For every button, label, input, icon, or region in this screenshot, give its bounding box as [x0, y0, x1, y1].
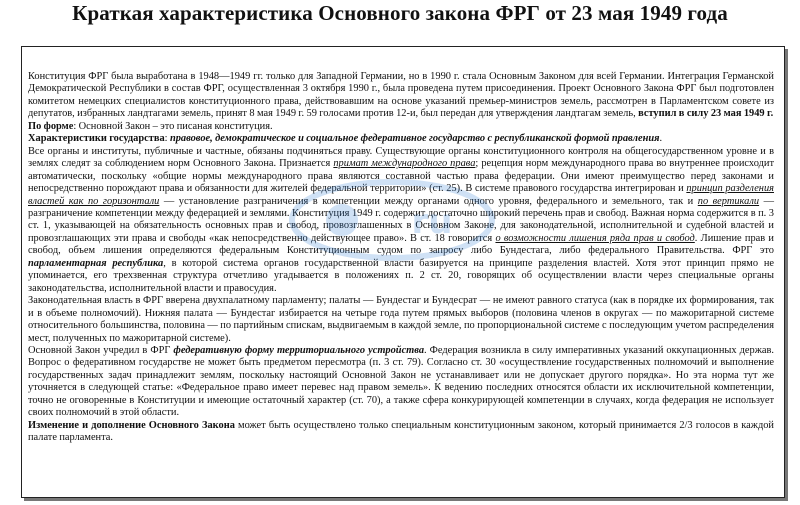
form-text: : Основной Закон – это писаная конституция. [73, 120, 273, 132]
paragraph-characteristics [28, 133, 774, 145]
federalism-text-1: Основной Закон учредил в ФРГ [28, 344, 174, 356]
rule-of-law-text-3: — установление разграничения в компетенции между органами одного уровня, федерального и земельного, так и [159, 195, 698, 207]
page-title: Краткая характеристика Основного закона ФРГ от 23 мая 1949 года [72, 1, 728, 25]
paragraph-origin [28, 71, 774, 121]
paragraph-amendment [28, 420, 774, 445]
rule-of-law-text-1: Все органы и институты, публичные и частные, обязаны подчиняться праву. Существующие органы конституционного контроля на общегосударственном уровне и в землях следят за соблюдением норм Основного Закона. Признается [28, 145, 774, 170]
separation-vertical: по вертикали [697, 195, 760, 207]
paragraph-rule-of-law [28, 146, 774, 295]
characteristics-heading: Характеристики государства [28, 133, 165, 145]
rule-of-law-text-6: , в которой система органов государственной власти базируется на принципе разделения властей. Хотя этот принцип прямо не упоминается, его трехзвенная структура отчетливо угадывается в положениях п. 2 ст. 20, говорящих об осуществлении власти через специальные органы законодательства, исполнительной власти и правосудия. [28, 257, 774, 294]
paragraph-federalism [28, 345, 774, 420]
rule-of-law-text-4: — разграничение компетенции между федерацией и землями. Конституция 1949 г. содержит достаточно широкий перечень прав и свобод. Важная норма содержится в п. 3 ст. 1, указывающей на обязательность основных прав и свобод, провозглашенных в Основном Законе, для законодательной, исполнительной и судебной властей и провозглашающих эти права и свободы «как непосредственно действующее право». В ст. 18 говорится [28, 195, 774, 244]
form-heading: По форме [28, 120, 74, 132]
paragraph-form [28, 121, 774, 133]
parliamentary-republic: парламентарная республика [28, 257, 164, 269]
separation-horizontal: принцип разделения властей как по горизонтали [28, 183, 774, 207]
characteristics-colon: : [164, 133, 170, 145]
origin-text: Конституция ФРГ была выработана в 1948—1949 гг. только для Западной Германии, но в 1990 г. стала Основным Законом для всей Германии. Интеграция Германской Демократической Республики в состав ФРГ, осуществленная 3 октября 1990 г., была проведена путем присоединения. Проект Основного Закона ФРГ был подготовлен комитетом немецких специалистов конституционного права, действовавшим на основе указаний премьер-министров земель, рассмотрен в Парламентском совете из депутатов, избранных ландтагами земель, принят 8 мая 1949 г. 59 голосами против 12-и, был передан для утверждения ландтагам земель, [28, 71, 774, 120]
amendment-heading: Изменение и дополнение Основного Закона [28, 419, 235, 431]
federal-structure: федеративную форму территориального устройства [173, 344, 425, 356]
rights-deprivation: о возможности лишения ряда прав и свобод [495, 232, 695, 244]
characteristics-period: . [659, 133, 663, 145]
watermark-text: ru [411, 202, 453, 242]
document-body [28, 71, 774, 445]
amendment-text: может быть осуществлено только специальным конституционным законом, который принимается 2/3 голосов в каждой палате парламента. [28, 419, 774, 444]
intl-law-primacy: примат международного права [333, 158, 476, 170]
rule-of-law-text-2: ; рецепция норм международного права во внутреннее происходит автоматически, поскольку «общие нормы международного права являются составной частью права федерации. Они имеют преимущество перед законами и непосредственно порождают права и обязанности для жителей федеральной территории» (ст. 25). В системе правового государства интегрирован и [28, 158, 774, 195]
paragraph-legislature: Законодательная власть в ФРГ вверена двухпалатному парламенту; палаты — Бундестаг и Бундесрат — не имеют равного статуса (как в порядке их формирования, так и в объеме полномочий). Нижняя палата — Бундестаг избирается на четыре года путем прямых выборов (половина членов в округах — по мажоритарной системе относительного большинства, половина — по партийным спискам, выдвигаемым в каждой земле, по пропорциональной системе с последующим учетом распределения мест, полученных по мажоритарной системе). [28, 295, 774, 344]
federalism-text-2: . Федерация возникла в силу императивных указаний оккупационных держав. Вопрос о федеративном государстве не может быть предметом пересмотра (п. 3 ст. 79). Согласно ст. 30 «осуществление государственных полномочий и выполнение государственных задач принадлежит землям, поскольку настоящий Основной Закон не устанавливает или не допускает другого порядка». Но эта норма тут же уточняется в следующей статье: «Федеральное право имеет перевес над правом земель». К ведению последних относятся области их исключительной компетенции, точно не оговоренные в Конституции и имеющие остаточный характер (ст. 70), а также сфера конкурирующей компетенции в случаях, когда федерация не использует своих полномочий в этой области. [28, 344, 774, 419]
rule-of-law-text-5: . Лишение прав и свобод, объем лишения определяются федеральным Конституционным судом по запросу либо Бундестага, либо федерального Правительства. ФРГ это [28, 232, 774, 257]
characteristics-text: правовое, демократическое и социальное федеративное государство с республиканской формой правления [169, 133, 660, 145]
entry-into-force: вступил в силу 23 мая 1949 г. [638, 108, 774, 120]
